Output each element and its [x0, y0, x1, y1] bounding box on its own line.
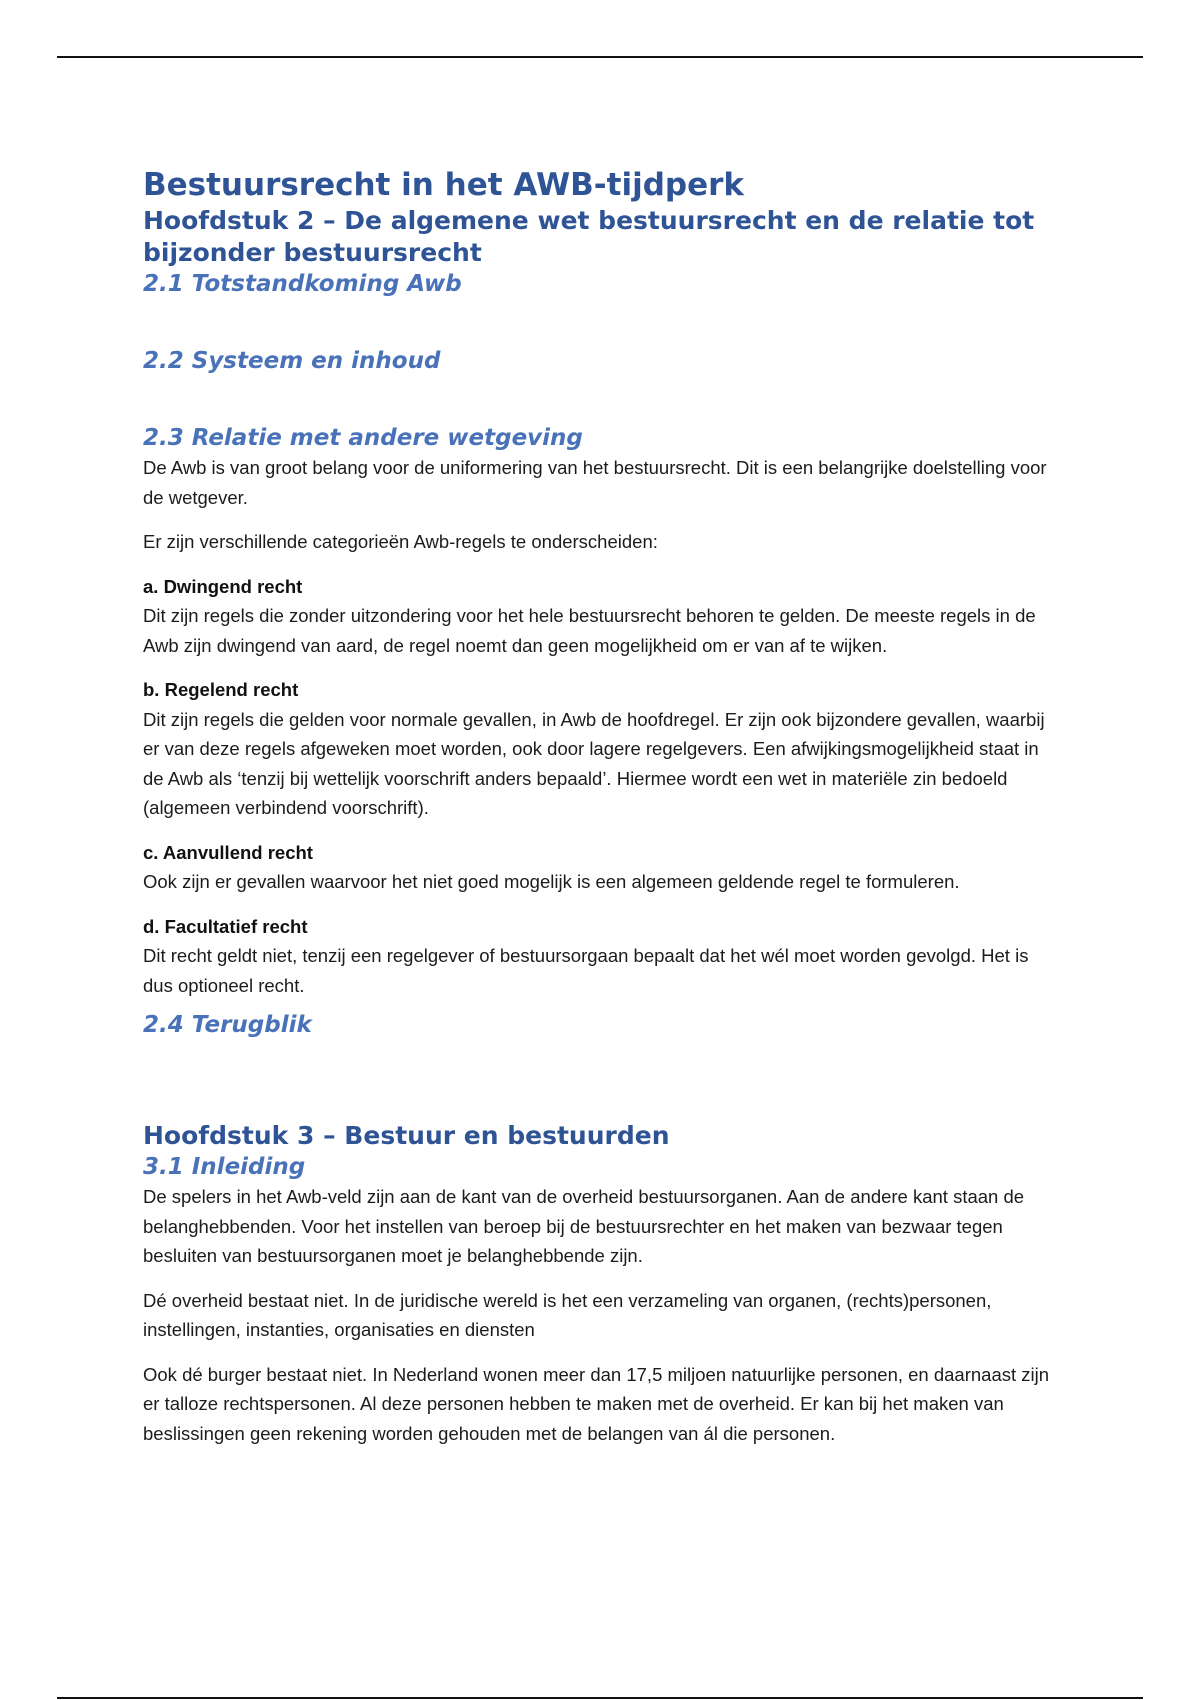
category-a-title: a. Dwingend recht	[143, 575, 303, 597]
category-a-text: Dit zijn regels die zonder uitzondering voor het hele bestuursrecht behoren te gelden. De meeste regels in de Awb zijn dwingend van aard, de regel noemt dan geen mogelijkheid om er van af te wijken.	[143, 605, 1036, 656]
chapter-2-heading: Hoofdstuk 2 – De algemene wet bestuursrecht en de relatie tot bijzonder bestuursrecht	[143, 206, 1035, 267]
paragraph: Er zijn verschillende categorieën Awb-regels te onderscheiden:	[143, 531, 658, 552]
paragraph: Ook dé burger bestaat niet. In Nederland wonen meer dan 17,5 miljoen natuurlijke personen, en daarnaast zijn er talloze rechtspersonen. Al deze personen hebben te maken met de overheid. Er kan bij het maken van beslissingen geen rekening worden gehouden met de belangen van ál die personen.	[143, 1363, 1050, 1444]
section-2-2-heading: 2.2 Systeem en inhoud	[143, 348, 441, 374]
category-d-text: Dit recht geldt niet, tenzij een regelgever of bestuursorgaan bepaalt dat het wél moet worden gevolgd. Het is dus optioneel recht.	[143, 945, 1029, 996]
header-rule	[57, 56, 1143, 58]
category-b-title: b. Regelend recht	[143, 679, 299, 700]
paragraph: Dé overheid bestaat niet. In de juridische wereld is het een verzameling van organen, (rechts)personen, instellingen, instanties, organisaties en diensten	[143, 1289, 992, 1340]
paragraph: De spelers in het Awb-veld zijn aan de kant van de overheid bestuursorganen. Aan de andere kant staan de belanghebbenden. Voor het instellen van beroep bij de bestuursrechter en het maken van bezwaar tegen besluiten van bestuursorganen moet je belanghebbende zijn.	[143, 1186, 1025, 1266]
section-2-4-heading: 2.4 Terugblik	[143, 1012, 312, 1038]
section-2-3-heading: 2.3 Relatie met andere wetgeving	[143, 425, 583, 451]
document-body	[143, 165, 1063, 1448]
category-c-text: Ook zijn er gevallen waarvoor het niet goed mogelijk is een algemeen geldende regel te formuleren.	[143, 871, 960, 892]
chapter-3-heading: Hoofdstuk 3 – Bestuur en bestuurden	[143, 1121, 670, 1150]
footer-rule	[57, 1697, 1143, 1699]
category-c-title: c. Aanvullend recht	[143, 841, 313, 863]
document-title: Bestuursrecht in het AWB-tijdperk	[143, 167, 745, 203]
paragraph: De Awb is van groot belang voor de uniformering van het bestuursrecht. Dit is een belangrijke doelstelling voor de wetgever.	[143, 457, 1047, 508]
category-d-title: d. Facultatief recht	[143, 915, 308, 937]
section-3-1-heading: 3.1 Inleiding	[143, 1154, 306, 1180]
section-2-1-heading: 2.1 Totstandkoming Awb	[143, 271, 462, 297]
category-b-text: Dit zijn regels die gelden voor normale gevallen, in Awb de hoofdregel. Er zijn ook bijzondere gevallen, waarbij er van deze regels afgeweken moet worden, ook door lagere regelgevers. Een afwijkingsmogelijkheid staat in de Awb als ‘tenzij bij wettelijk voorschrift anders bepaald’. Hiermee wordt een wet in materiële zin bedoeld (algemeen verbindend voorschrift).	[143, 708, 1045, 818]
